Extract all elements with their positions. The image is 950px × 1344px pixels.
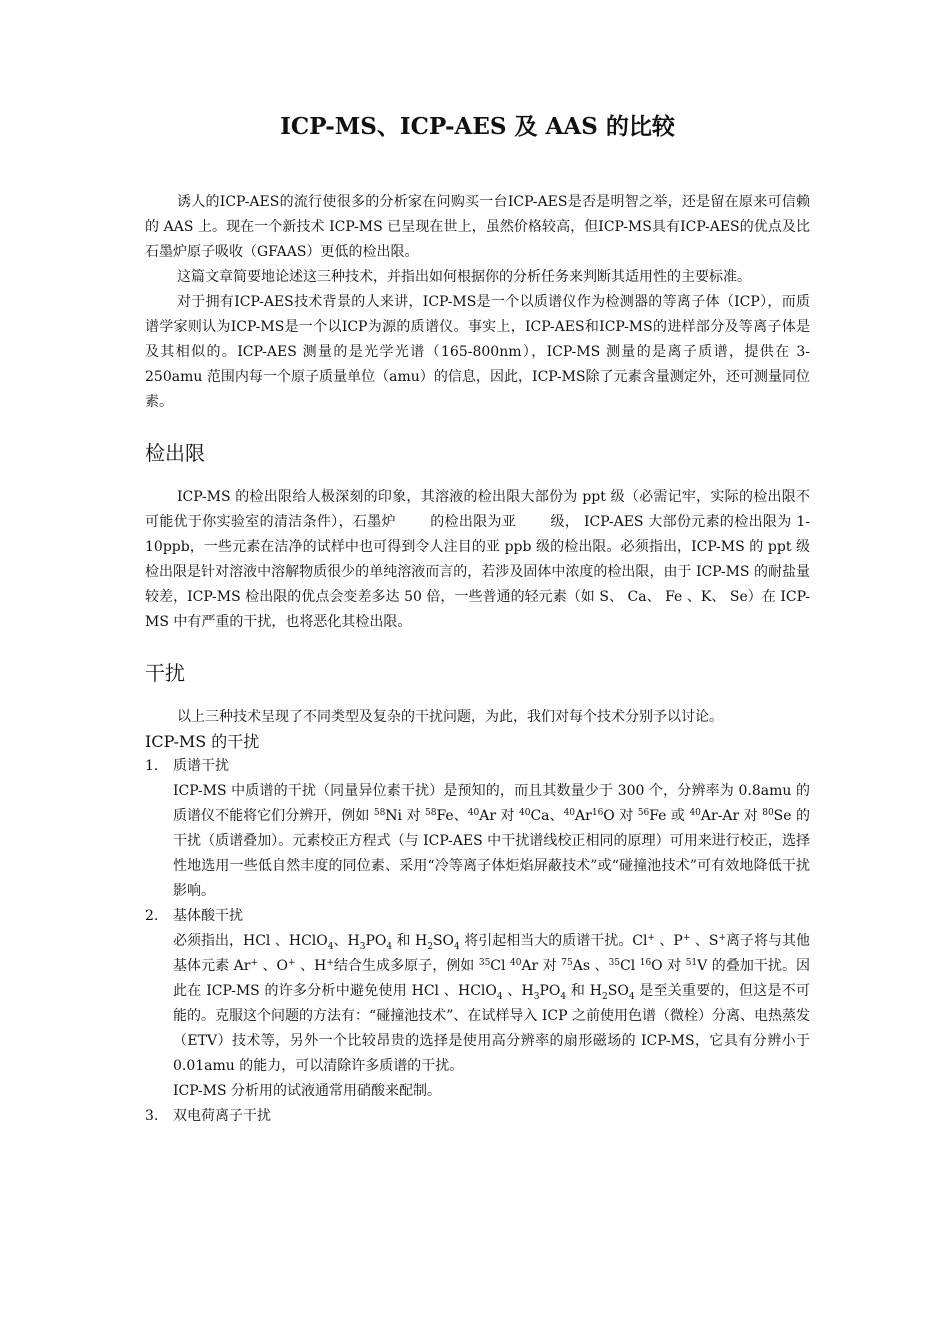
list-item-mass-spectral bbox=[145, 754, 810, 904]
list-item-title: 双电荷离子干扰 bbox=[173, 1108, 271, 1124]
intro-paragraph-1: 诱人的ICP-AES的流行使很多的分析家在问购买一台ICP-AES是否是明智之举，还是留在原来可信赖的 AAS 上。现在一个新技术 ICP-MS 已呈现在世上，虽然价格较高，但ICP-MS具有ICP-AES的优点及比石墨炉原子吸收（GFAAS）更低的检出限。 bbox=[145, 194, 810, 260]
list-number: 2. bbox=[145, 908, 159, 924]
nitric-acid-note: ICP-MS 分析用的试液通常用硝酸来配制。 bbox=[173, 1083, 442, 1099]
document-title: ICP-MS、ICP-AES 及 AAS 的比较 bbox=[280, 113, 675, 140]
intro-paragraph-2: 这篇文章简要地论述这三种技术，并指出如何根据你的分析任务来判断其适用性的主要标准。 bbox=[177, 269, 751, 285]
list-item-doubly-charged bbox=[145, 1104, 810, 1129]
list-number: 3. bbox=[145, 1108, 159, 1124]
section-heading-detection-limit: 检出限 bbox=[145, 441, 205, 465]
list-number: 1. bbox=[145, 758, 159, 774]
document-page bbox=[145, 112, 810, 1129]
interference-intro: 以上三种技术呈现了不同类型及复杂的干扰问题，为此，我们对每个技术分别予以讨论。 bbox=[177, 709, 723, 725]
detection-limit-paragraph: ICP-MS 的检出限给人极深刻的印象，其溶液的检出限大部份为 ppt 级（必需记牢，实际的检出限不可能优于你实验室的清洁条件），石墨炉 的检出限为亚 级， ICP-AES 大部份元素的检出限为 1-10ppb，一些元素在洁净的试样中也可得到令人注目的亚 ppb 级的检出限。必须指出，ICP-MS 的 ppt 级检出限是针对溶液中溶解物质很少的单纯溶液而言的，若涉及固体中浓度的检出限，由于 ICP-MS 的耐盐量较差，ICP-MS 检出限的优点会变差多达 50 倍，一些普通的轻元素（如 S、 Ca、 Fe 、K、 Se）在 ICP-MS 中有严重的干扰，也将恶化其检出限。 bbox=[145, 489, 810, 630]
section-heading-interference: 干扰 bbox=[145, 661, 185, 685]
mass-spectral-paragraph: ICP-MS 中质谱的干扰（同量异位素干扰）是预知的，而且其数量少于 300 个，分辨率为 0.8amu 的质谱仪不能将它们分辨开，例如 $^{58}$Ni 对 $^{58}$Fe、$^{40}$Ar 对 $^{40}$Ca、$^{40}$Ar$^{16}$O 对 $^{56}$Fe 或 $^{40}$Ar-Ar 对 $^{80}$Se 的干扰（质谱叠加）。元素校正方程式（与 ICP-AES 中干扰谱线校正相同的原理）可用来进行校正，选择性地选用一些低自然丰度的同位素、采用“冷等离子体炬焰屏蔽技术”或“碰撞池技术”可有效地降低干扰影响。 bbox=[173, 783, 811, 899]
intro-paragraph-3: 对于拥有ICP-AES技术背景的人来讲，ICP-MS是一个以质谱仪作为检测器的等离子体（ICP），而质谱学家则认为ICP-MS是一个以ICP为源的质谱仪。事实上，ICP-AES和ICP-MS的进样部分及等离子体是及其相似的。ICP-AES 测量的是光学光谱（165-800nm），ICP-MS 测量的是离子质谱，提供在 3-250amu 范围内每一个原子质量单位（amu）的信息，因此，ICP-MS除了元素含量测定外，还可测量同位素。 bbox=[145, 294, 810, 410]
matrix-acid-paragraph: 必须指出，HCl 、HClO$_4$、$H_3PO_4$ 和 $H_2SO_4$ 将引起相当大的质谱干扰。Cl+ 、P+ 、S+离子将与其他基体元素 Ar+ 、O+ 、H+结合生成多原子，例如 $^{35}$Cl $^{40}$Ar 对 $^{75}$As 、$^{35}$Cl $^{16}$O 对 $^{51}$V 的叠加干扰。因此在 ICP-MS 的许多分析中避免使用 HCl 、HClO$_4$ 、$H_3PO_4$ 和 $H_2SO_4$ 是至关重要的，但这是不可能的。克服这个问题的方法有：“碰撞池技术”、在试样导入 ICP 之前使用色谱（微栓）分离、电热蒸发（ETV）技术等，另外一个比较昂贵的选择是使用高分辨率的扇形磁场的 ICP-MS，它具有分辨小于 0.01amu 的能力，可以清除许多质谱的干扰。 bbox=[173, 933, 811, 1074]
list-item-title: 质谱干扰 bbox=[173, 758, 229, 774]
subheading-icpms-interference: ICP-MS 的干扰 bbox=[145, 732, 260, 751]
list-item-title: 基体酸干扰 bbox=[173, 908, 243, 924]
list-item-matrix-acid bbox=[145, 904, 810, 1104]
